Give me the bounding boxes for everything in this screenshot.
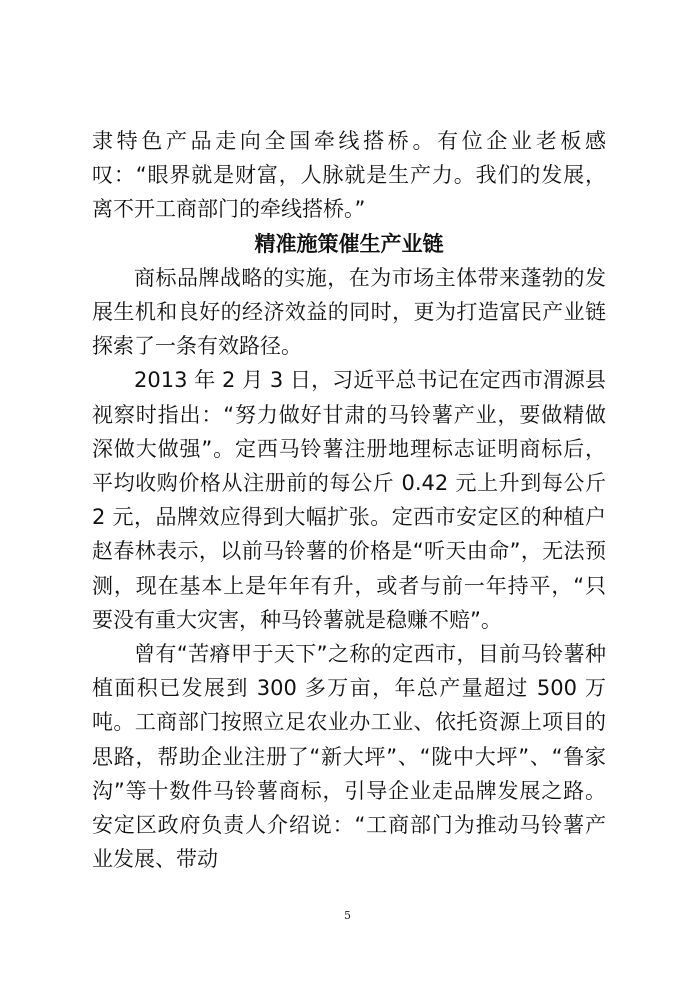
continuation-paragraph: 隶特色产品走向全国牵线搭桥。有位企业老板感叹：“眼界就是财富，人脉就是生产力。我们的发展，离不开工商部门的牵线搭桥。” (92, 129, 606, 222)
potato-2013-paragraph: 2013 年 2 月 3 日，习近平总书记在定西市渭源县视察时指出：“努力做好甘肃的马铃薯产业，要做精做深做大做强”。定西马铃薯注册地理标志证明商标后，平均收购价格从注册前的每公斤 0.42 元上升到每公斤 2 元，品牌效应得到大幅扩张。定西市安定区的种植户赵春林表示，以前马铃薯的价格是“听天由命”，无法预测，现在基本上是年年有升，或者与前一年持平，“只要没有重大灾害，种马铃薯就是稳赚不赔”。 (92, 368, 606, 632)
brand-strategy-paragraph: 商标品牌战略的实施，在为市场主体带来蓬勃的发展生机和良好的经济效益的同时，更为打造富民产业链探索了一条有效路径。 (92, 265, 606, 359)
page-number: 5 (344, 909, 351, 922)
dingxi-area-paragraph: 曾有“苦瘠甲于天下”之称的定西市，目前马铃薯种植面积已发展到 300 多万亩，年总产量超过 500 万吨。工商部门按照立足农业办工业、依托资源上项目的思路，帮助企业注册了“新大坪”、“陇中大坪”、“鲁家沟”等十数件马铃薯商标，引导企业走品牌发展之路。安定区政府负责人介绍说：“工商部门为推动马铃薯产业发展、带动 (92, 642, 606, 872)
document-body (92, 124, 606, 876)
section-heading: 精准施策催生产业链 (254, 231, 444, 256)
